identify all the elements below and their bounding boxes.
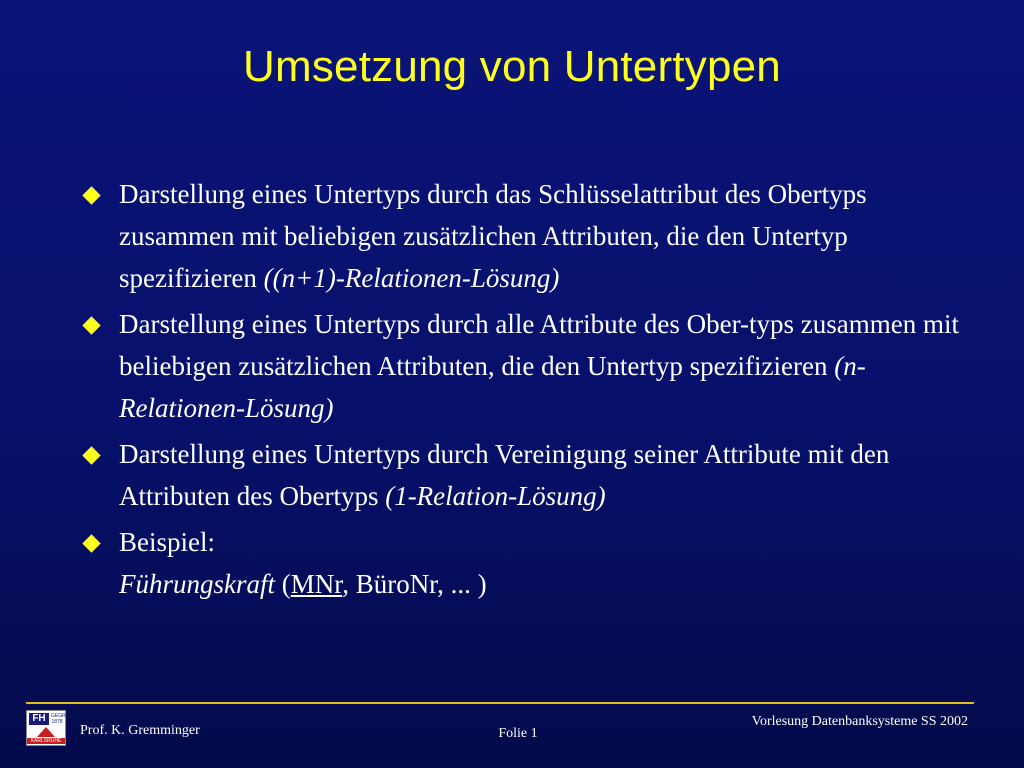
example-key-attribute: MNr — [290, 569, 343, 599]
bullet-emphasis: ((n+1)-Relationen-Lösung) — [263, 263, 560, 293]
bullet-emphasis: (n-Relationen-Lösung) — [119, 351, 866, 423]
bullet-item — [82, 521, 962, 605]
diamond-bullet-icon — [82, 316, 100, 334]
bullet-text: Darstellung eines Untertyps durch alle Attribute des Ober-typs zusammen mit beliebigen zusätzlichen Attributen, die den Untertyp spezifizieren — [119, 309, 960, 381]
diamond-bullet-icon — [82, 186, 100, 204]
example-attributes: , BüroNr, ... ) — [342, 569, 487, 599]
bullet-list — [82, 173, 962, 609]
logo-city: KARLSRUHE — [27, 738, 65, 744]
diamond-bullet-icon — [82, 534, 100, 552]
example-entity: Führungskraft — [119, 569, 276, 599]
bullet-text: Beispiel: — [119, 527, 215, 557]
logo-year-top: GEGR — [51, 713, 66, 719]
slide-title: Umsetzung von Untertypen — [243, 42, 781, 91]
footer-course: Vorlesung Datenbanksysteme SS 2002 — [751, 714, 968, 729]
footer-slide-number: Folie 1 — [498, 726, 538, 741]
logo-fh-text: FH — [29, 713, 49, 725]
example-open-paren: ( — [275, 569, 291, 599]
logo-year-value: 1878 — [51, 719, 63, 725]
bullet-item — [82, 433, 962, 517]
footer-author: Prof. K. Gremminger — [80, 723, 200, 738]
bullet-text: Darstellung eines Untertyps durch Vereinigung seiner Attribute mit den Attributen des Obertyps — [119, 439, 890, 511]
bullet-item — [82, 303, 962, 429]
bullet-item — [82, 173, 962, 299]
logo-year — [51, 713, 66, 725]
bullet-text: Darstellung eines Untertyps durch das Schlüsselattribut des Obertyps zusammen mit beliebigen zusätzlichen Attributen, die den Untertyp spezifizieren — [119, 179, 867, 293]
diamond-bullet-icon — [82, 446, 100, 464]
bullet-emphasis: (1-Relation-Lösung) — [385, 481, 606, 511]
footer-divider — [26, 702, 974, 704]
